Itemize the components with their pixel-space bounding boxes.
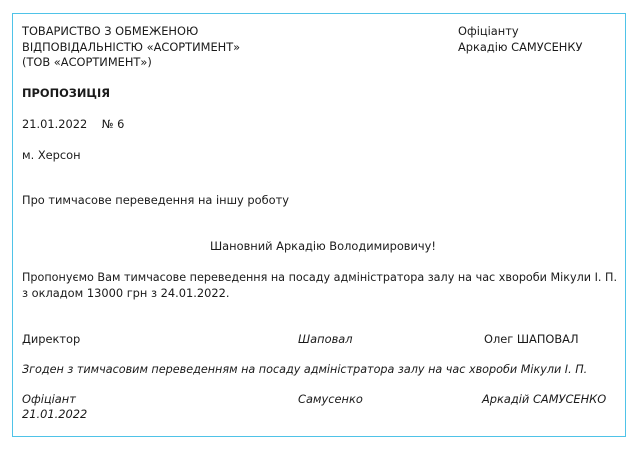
company-short-name: (ТОВ «АСОРТИМЕНТ») [22,55,152,69]
company-name-line1: ТОВАРИСТВО З ОБМЕЖЕНОЮ [22,24,199,38]
body-text-line2: з окладом 13000 грн з 24.01.2022. [22,286,230,300]
document-date-number: 21.01.2022 № 6 [22,117,125,131]
document-subject: Про тимчасове переведення на іншу роботу [22,193,289,207]
employee-signature: Самусенко [298,392,363,406]
signatory-position: Директор [22,332,81,346]
addressee-name: Аркадію САМУСЕНКУ [458,40,583,54]
company-name-line2: ВІДПОВІДАЛЬНІСТЮ «АСОРТИМЕНТ» [22,40,241,54]
employee-date: 21.01.2022 [22,407,88,421]
employee-position: Офіціант [22,392,76,406]
greeting: Шановний Аркадію Володимировичу! [210,239,436,253]
consent-text: Згоден з тимчасовим переведенням на посаду адміністратора залу на час хвороби Мікули І. П. [22,363,588,376]
body-text-line1: Пропонуємо Вам тимчасове переведення на посаду адміністратора залу на час хвороби Мікули І. П. [22,271,617,284]
employee-name: Аркадій САМУСЕНКО [482,392,607,406]
document-place: м. Херсон [22,148,81,162]
addressee-position: Офіціанту [458,24,519,38]
signatory-signature: Шаповал [298,332,353,346]
document-type: ПРОПОЗИЦІЯ [22,86,110,100]
signatory-name: Олег ШАПОВАЛ [484,332,579,346]
